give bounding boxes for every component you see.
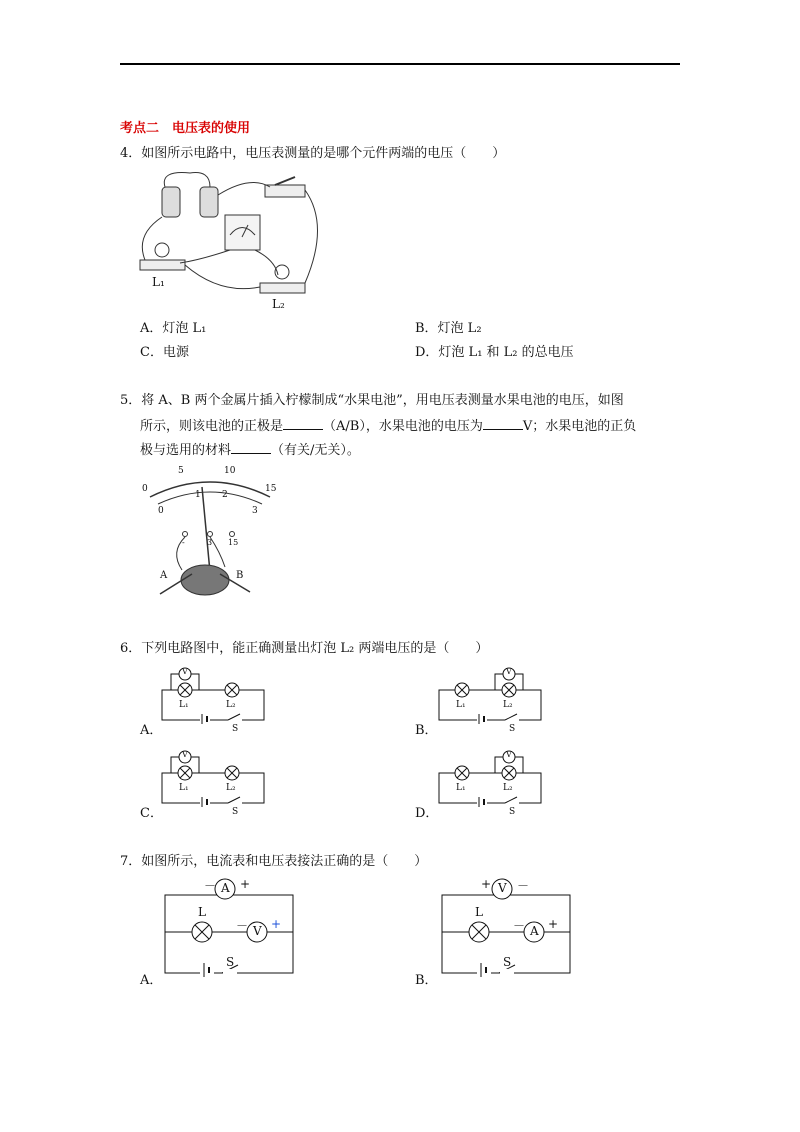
q5-terminal-15: 15 — [228, 538, 239, 547]
q5-blank-voltage[interactable] — [483, 416, 523, 430]
q5-scale-bottom-0: 0 — [158, 506, 164, 516]
q6b-lamp1-label: L₁ — [456, 700, 466, 710]
q6-circuit-c — [160, 745, 270, 817]
q7-stem: 7．如图所示，电流表和电压表接法正确的是（ ） — [120, 854, 428, 869]
q5-line2 — [140, 416, 636, 436]
q7a-plus-v: + — [271, 917, 282, 931]
q6-circuit-b — [437, 662, 547, 734]
q5-probe-a: A — [160, 570, 168, 581]
q4-option-d[interactable]: D．灯泡 L₁ 和 L₂ 的总电压 — [415, 345, 574, 360]
section-title: 考点二 电压表的使用 — [120, 121, 251, 136]
q6-circuit-a — [160, 662, 270, 734]
q4-stem: 4．如图所示电路中，电压表测量的是哪个元件两端的电压（ ） — [120, 146, 506, 161]
q5-line2-a: 所示，则该电池的正极是 — [140, 419, 284, 434]
q4-label-l1: L₁ — [152, 275, 165, 289]
q5-line2-b: （A/B），水果电池的电压为 — [323, 419, 483, 434]
q6a-voltmeter-label: V — [182, 667, 188, 676]
q5-line3-b: （有关/无关）。 — [271, 443, 360, 458]
q5-scale-top-5: 5 — [178, 466, 184, 476]
q6c-lamp1-label: L₁ — [179, 783, 189, 793]
q7b-plus-v: + — [481, 877, 492, 891]
q6d-voltmeter-label: V — [506, 750, 512, 759]
q7a-ammeter: A — [221, 881, 230, 895]
q5-line3 — [140, 440, 360, 460]
q5-line1: 5．将 A、B 两个金属片插入柠檬制成“水果电池”，用电压表测量水果电池的电压，如图 — [120, 393, 624, 408]
q5-line3-a: 极与选用的材料 — [140, 443, 232, 458]
q4-option-b[interactable]: B．灯泡 L₂ — [415, 321, 482, 336]
q6d-lamp2-label: L₂ — [503, 783, 513, 793]
q5-scale-top-10: 10 — [224, 466, 236, 476]
q6-stem: 6．下列电路图中，能正确测量出灯泡 L₂ 两端电压的是（ ） — [120, 641, 489, 656]
q4-circuit-photo — [130, 165, 340, 315]
q5-scale-bottom-3: 3 — [252, 506, 258, 516]
q5-line2-c: V；水果电池的正负 — [522, 419, 637, 434]
q5-scale-bottom-1: 1 — [195, 490, 201, 500]
q4-option-c[interactable]: C．电源 — [140, 345, 189, 360]
q6-circuit-d — [437, 745, 547, 817]
q7a-plus-a: + — [240, 877, 251, 891]
q7-option-a[interactable]: A． — [140, 973, 163, 988]
q7-circuit-b — [437, 877, 577, 977]
q6a-lamp2-label: L₂ — [226, 700, 236, 710]
q7-option-b[interactable]: B． — [415, 973, 438, 988]
header-rule — [120, 63, 680, 65]
q6b-voltmeter-label: V — [506, 667, 512, 676]
q6-option-b[interactable]: B． — [415, 723, 438, 738]
q6-option-c[interactable]: C． — [140, 806, 163, 821]
q6d-switch-label: S — [509, 807, 516, 817]
q5-probe-b: B — [236, 570, 244, 581]
q5-scale-bottom-2: 2 — [222, 490, 228, 500]
q5-blank-positive[interactable] — [283, 416, 323, 430]
q6b-lamp2-label: L₂ — [503, 700, 513, 710]
q5-blank-material[interactable] — [231, 440, 271, 454]
q7a-lamp: L — [198, 905, 206, 919]
q7a-voltmeter: V — [253, 924, 262, 938]
q7b-switch: S — [503, 955, 512, 969]
q7b-ammeter: A — [530, 924, 539, 938]
q6c-lamp2-label: L₂ — [226, 783, 236, 793]
q7b-minus-a: － — [513, 919, 526, 933]
q6b-switch-label: S — [509, 724, 516, 734]
q7b-minus-v: － — [517, 879, 530, 893]
q7a-minus-v: － — [236, 919, 249, 933]
q6-option-d[interactable]: D． — [415, 806, 439, 821]
q7b-lamp: L — [475, 905, 483, 919]
q6a-switch-label: S — [232, 724, 239, 734]
q5-voltmeter-figure — [140, 462, 280, 607]
q5-terminal-neg: - — [182, 538, 185, 547]
q6c-switch-label: S — [232, 807, 239, 817]
q4-label-l2: L₂ — [272, 297, 285, 311]
q7a-minus-a: － — [204, 879, 217, 893]
q4-option-a[interactable]: A．灯泡 L₁ — [140, 321, 207, 336]
q5-terminal-3: 3 — [207, 538, 213, 547]
q5-scale-top-15: 15 — [265, 484, 277, 494]
q6-option-a[interactable]: A． — [140, 723, 163, 738]
q7a-switch: S — [226, 955, 235, 969]
q7b-plus-a: + — [548, 917, 559, 931]
q5-scale-top-0: 0 — [142, 484, 148, 494]
q7b-voltmeter: V — [498, 881, 507, 895]
q6a-lamp1-label: L₁ — [179, 700, 189, 710]
q7-circuit-a — [160, 877, 300, 977]
q6d-lamp1-label: L₁ — [456, 783, 466, 793]
q6c-voltmeter-label: V — [182, 750, 188, 759]
